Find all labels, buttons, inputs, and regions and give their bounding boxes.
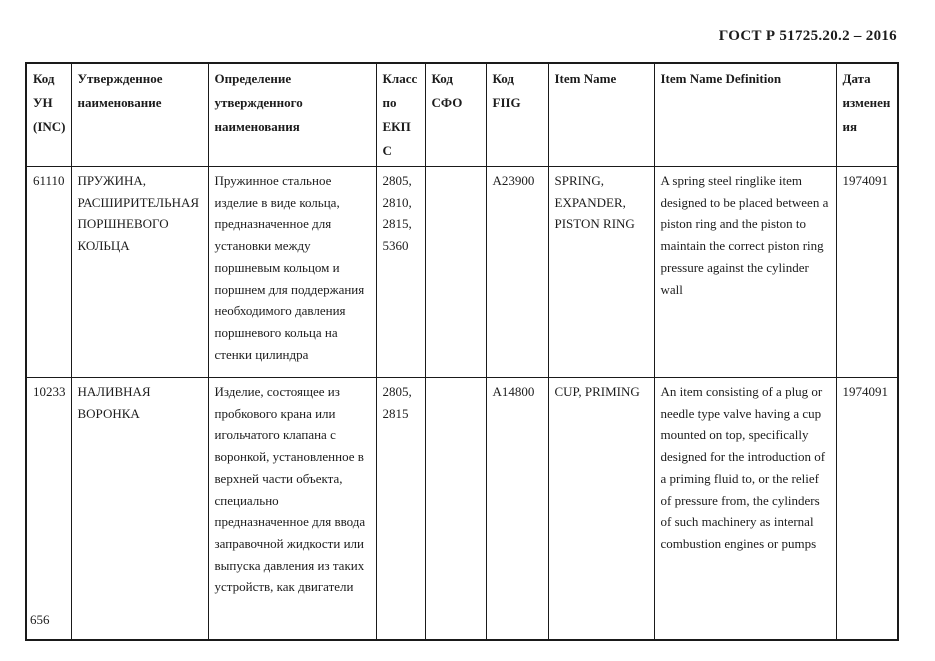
table-row [26,378,898,640]
inc-code-cell: 10233 [26,378,71,640]
header-ekps-class: Класс по ЕКПС [376,63,425,167]
header-approved-name: Утвержденное наименование [71,63,208,167]
change-date-cell: 1974091 [836,167,898,378]
approved-name-cell: НАЛИВНАЯ ВОРОНКА [71,378,208,640]
change-date-cell: 1974091 [836,378,898,640]
ekps-class-cell: 2805, 2815 [376,378,425,640]
header-inc-code: Код УН (INC) [26,63,71,167]
item-name-cell: SPRING, EXPANDER, PISTON RING [548,167,654,378]
header-item-name: Item Name [548,63,654,167]
header-fiig-code: Код FIIG [486,63,548,167]
header-sfo-code: Код СФО [425,63,486,167]
standard-title: ГОСТ Р 51725.20.2 – 2016 [718,28,897,44]
item-name-cell: CUP, PRIMING [548,378,654,640]
sfo-code-cell [425,378,486,640]
item-name-definition-cell: An item consisting of a plug or needle type valve having a cup mounted on top, specifically designed for the introduction of a priming fluid to, or the relief of pressure from, the cylinders of such machinery as internal combustion engines or pumps [654,378,836,640]
approved-name-definition-cell: Пружинное стальное изделие в виде кольца, предназначенное для установки между поршневым кольцом и поршнем для поддержания необходимого давления поршневого кольца на стенки цилиндра [208,167,376,378]
inc-code-cell: 61110 [26,167,71,378]
fiig-code-cell: A14800 [486,378,548,640]
page-number: 656 [30,612,50,627]
sfo-code-cell [425,167,486,378]
approved-name-definition-cell: Изделие, состоящее из пробкового крана или игольчатого клапана с воронкой, установленное в верхней части объекта, специально предназначенное для ввода заправочной жидкости или выпуска давления из таких устройств, как двигатели [208,378,376,640]
approved-name-cell: ПРУЖИНА, РАСШИРИТЕЛЬНАЯ ПОРШНЕВОГО КОЛЬЦА [71,167,208,378]
table-row [26,167,898,378]
header-change-date: Дата изменения [836,63,898,167]
item-name-definition-cell: A spring steel ringlike item designed to be placed between a piston ring and the piston to maintain the correct piston ring pressure against the cylinder wall [654,167,836,378]
header-approved-name-definition: Определение утвержденного наименования [208,63,376,167]
item-catalog-table [25,62,899,641]
ekps-class-cell: 2805, 2810, 2815, 5360 [376,167,425,378]
fiig-code-cell: A23900 [486,167,548,378]
table-header-row [26,63,898,167]
header-item-name-definition: Item Name Definition [654,63,836,167]
